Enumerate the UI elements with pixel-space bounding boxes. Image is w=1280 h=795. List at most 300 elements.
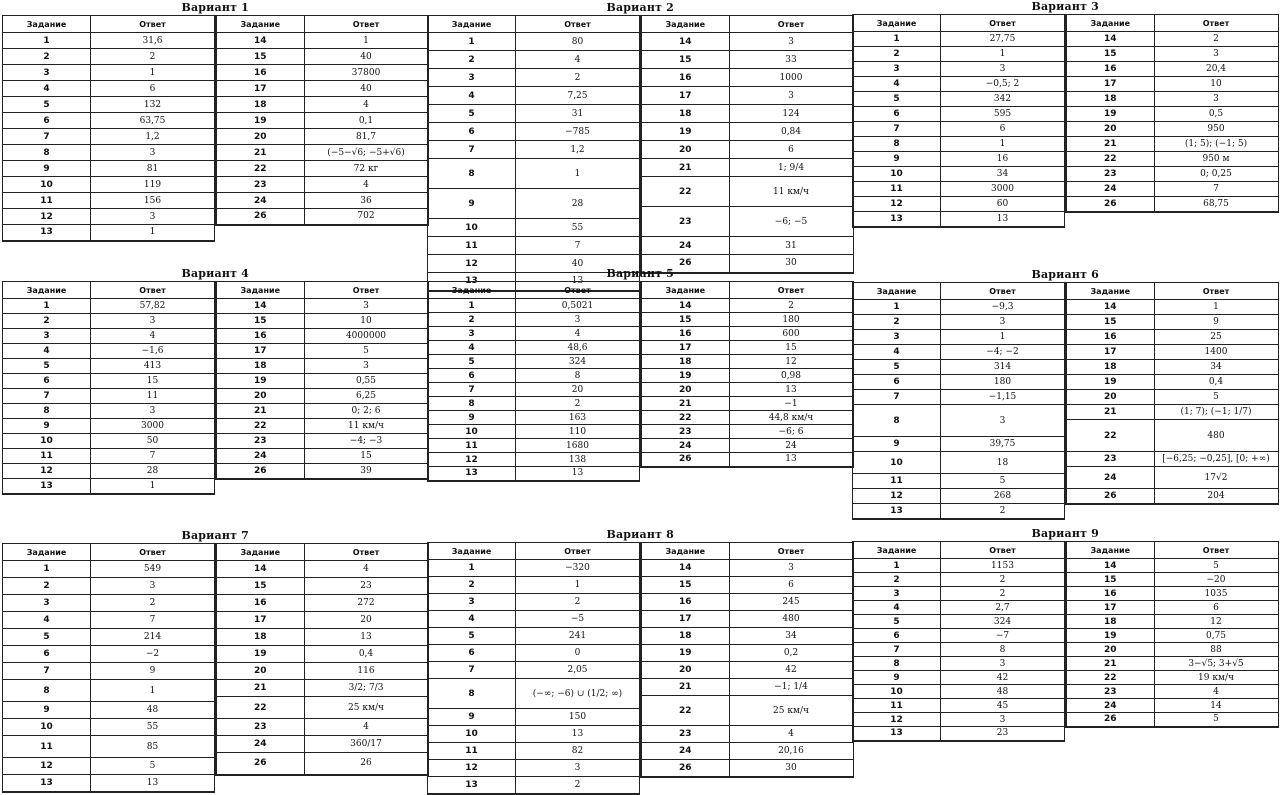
answer-value: 13 [304,629,428,646]
answer-value: 272 [304,595,428,612]
task-number: 20 [641,141,729,159]
answer-value: [−6,25; −0,25], [0; +∞) [1154,452,1278,467]
answer-value: 2 [91,595,215,612]
table-row [641,123,853,141]
task-number: 17 [216,612,304,629]
answer-value: 18 [941,452,1065,474]
table-row [1066,137,1278,152]
task-number: 6 [853,375,941,390]
answer-value: 3 [941,315,1065,330]
table-row [3,129,215,145]
task-number: 1 [853,300,941,315]
answer-value: 3 [941,62,1065,77]
answer-value: 0,84 [729,123,853,141]
header-answer: Ответ [516,16,640,33]
task-number: 4 [3,612,91,629]
task-number: 4 [853,77,941,92]
answer-table-right [1065,541,1279,728]
answer-value: 3 [91,404,215,419]
table-row [428,69,640,87]
task-number: 3 [853,587,941,601]
table-row [1066,643,1278,657]
task-number: 26 [216,753,304,775]
table-row [216,404,428,419]
answer-tables [427,15,854,292]
task-number: 10 [853,685,941,699]
table-row [853,77,1065,92]
task-number: 24 [1066,699,1154,713]
task-number: 14 [216,561,304,578]
answer-table-left [852,282,1065,520]
table-row [853,405,1065,437]
answer-value: 81,7 [304,129,428,145]
answer-value: (−5−√6; −5+√6) [304,145,428,161]
answer-value: 5 [941,474,1065,489]
answer-value: 0,98 [729,369,853,383]
table-row [641,611,853,628]
task-number: 19 [1066,107,1154,122]
answer-value: 180 [729,313,853,327]
task-number: 18 [1066,615,1154,629]
answer-value: 1400 [1154,345,1278,360]
answer-value: 13 [729,383,853,397]
task-number: 24 [1066,182,1154,197]
task-number: 2 [853,47,941,62]
table-row [428,355,640,369]
task-number: 13 [428,273,516,291]
table-row [641,141,853,159]
answer-value: 950 м [1154,152,1278,167]
table-row [428,577,640,594]
task-number: 1 [428,33,516,51]
table-row [216,374,428,389]
table-row [1066,330,1278,345]
table-header-row [1066,542,1278,559]
answer-value: 82 [516,743,640,760]
answer-value: −785 [516,123,640,141]
table-header-row [3,544,215,561]
header-answer: Ответ [91,16,215,33]
task-number: 21 [216,404,304,419]
task-number: 1 [3,33,91,49]
task-number: 21 [216,145,304,161]
variant-2 [427,1,854,292]
task-number: 9 [428,411,516,425]
table-row [3,225,215,241]
table-row [853,315,1065,330]
task-number: 4 [428,611,516,628]
task-number: 5 [3,359,91,374]
table-row [641,453,853,467]
variant-title: Вариант 1 [181,1,250,14]
task-number: 21 [1066,137,1154,152]
task-number: 12 [853,197,941,212]
table-row [216,629,428,646]
task-number: 12 [853,489,941,504]
task-number: 7 [428,383,516,397]
table-header-row [3,16,215,33]
answer-value: 63,75 [91,113,215,129]
answer-table-right [1065,14,1279,213]
task-number: 10 [3,434,91,449]
table-row [3,434,215,449]
task-number: 1 [3,299,91,314]
answer-value: 3 [91,314,215,329]
task-number: 21 [216,680,304,697]
task-number: 20 [216,389,304,404]
task-number: 10 [428,425,516,439]
answer-value: 55 [91,719,215,736]
header-task: Задание [216,282,304,299]
table-row [216,464,428,479]
table-row [216,419,428,434]
answer-value: 3/2; 7/3 [304,680,428,697]
variant-title: Вариант 4 [181,267,250,280]
answer-value: 4 [516,327,640,341]
answer-value: 1 [941,47,1065,62]
answer-value: 0,4 [304,646,428,663]
answer-value: 180 [941,375,1065,390]
table-row [853,437,1065,452]
answer-value: −2 [91,646,215,663]
table-row [3,578,215,595]
table-row [853,212,1065,227]
table-row [428,411,640,425]
table-row [428,662,640,679]
header-task: Задание [216,544,304,561]
task-number: 26 [216,209,304,225]
task-number: 3 [428,594,516,611]
answer-value: 2 [516,397,640,411]
header-task: Задание [1066,542,1154,559]
header-task: Задание [3,16,91,33]
answer-tables [2,281,429,495]
answer-value: 13 [516,273,640,291]
answer-value: 25 [1154,330,1278,345]
task-number: 9 [3,419,91,434]
answer-value: 15 [729,341,853,355]
table-row [216,145,428,161]
answer-value: 324 [941,615,1065,629]
task-number: 8 [853,405,941,437]
variant-title: Вариант 9 [1031,527,1100,540]
table-row [216,209,428,225]
table-row [216,697,428,719]
table-row [1066,405,1278,420]
table-row [428,219,640,237]
table-row [641,743,853,760]
answer-value: 3 [729,560,853,577]
answer-value: 4000000 [304,329,428,344]
task-number: 23 [641,207,729,237]
answer-value: 0,5 [1154,107,1278,122]
table-row [216,561,428,578]
answer-value: 34 [729,628,853,645]
answer-value: 2 [516,594,640,611]
task-number: 13 [853,212,941,227]
table-row [853,643,1065,657]
answer-table-right [640,281,854,468]
answer-value: 1 [516,159,640,189]
task-number: 26 [641,760,729,777]
answer-value: 0,2 [729,645,853,662]
table-row [216,113,428,129]
table-row [853,452,1065,474]
task-number: 1 [428,299,516,313]
task-number: 10 [3,177,91,193]
answer-value: 480 [1154,420,1278,452]
table-row [428,453,640,467]
table-row [3,404,215,419]
table-row [216,49,428,65]
answer-table-left [2,281,215,495]
task-number: 13 [853,727,941,741]
header-answer: Ответ [1154,542,1278,559]
answer-value: 17√2 [1154,467,1278,489]
answer-value: 245 [729,594,853,611]
task-number: 1 [428,560,516,577]
answer-value: 7 [91,449,215,464]
answer-value: 3 [304,299,428,314]
header-task: Задание [428,543,516,560]
answer-value: −5 [516,611,640,628]
task-number: 19 [641,645,729,662]
table-row [853,47,1065,62]
task-number: 16 [641,69,729,87]
table-row [1066,601,1278,615]
answer-value: 3 [91,209,215,225]
table-row [428,760,640,777]
answer-table-left [427,542,640,795]
answer-value: (−∞; −6) ∪ (1/2; ∞) [516,679,640,709]
table-header-row [641,543,853,560]
task-number: 16 [216,329,304,344]
answer-tables [2,543,429,793]
task-number: 23 [216,434,304,449]
table-row [3,612,215,629]
table-row [641,560,853,577]
table-row [3,419,215,434]
task-number: 18 [216,359,304,374]
table-row [216,65,428,81]
answer-value: 204 [1154,489,1278,504]
table-row [1066,77,1278,92]
task-number: 22 [1066,152,1154,167]
task-number: 21 [1066,657,1154,671]
task-number: 21 [641,397,729,411]
answer-value: 6,25 [304,389,428,404]
task-number: 17 [216,81,304,97]
table-row [216,663,428,680]
answer-value: 0,75 [1154,629,1278,643]
task-number: 19 [216,646,304,663]
variant-1 [2,1,429,242]
task-number: 8 [3,145,91,161]
task-number: 24 [641,237,729,255]
task-number: 26 [641,255,729,273]
variant-title: Вариант 8 [606,528,675,541]
answer-value: 6 [729,141,853,159]
table-row [428,159,640,189]
answer-value: 3 [91,578,215,595]
task-number: 24 [1066,467,1154,489]
answer-value: 4 [91,329,215,344]
table-row [1066,573,1278,587]
answer-value: 2 [516,69,640,87]
answer-value: 4 [304,177,428,193]
task-number: 7 [428,141,516,159]
table-row [853,504,1065,519]
table-row [428,743,640,760]
table-row [853,197,1065,212]
task-number: 3 [428,69,516,87]
task-number: 20 [1066,643,1154,657]
table-row [641,760,853,777]
table-row [428,299,640,313]
answer-value: 1 [304,33,428,49]
answer-value: 132 [91,97,215,113]
answer-value: 6 [941,122,1065,137]
answer-table-left [852,541,1065,742]
answer-value: (1; 5); (−1; 5) [1154,137,1278,152]
table-row [216,97,428,113]
answer-value: 0,5021 [516,299,640,313]
header-task: Задание [853,283,941,300]
answer-value: 25 км/ч [304,697,428,719]
task-number: 18 [641,105,729,123]
answer-value: 42 [729,662,853,679]
header-task: Задание [428,16,516,33]
table-row [1066,452,1278,467]
table-row [1066,559,1278,573]
table-row [428,383,640,397]
task-number: 19 [641,369,729,383]
answer-value: 1153 [941,559,1065,573]
answer-tables [852,14,1279,228]
task-number: 18 [641,355,729,369]
table-row [428,425,640,439]
task-number: 11 [853,474,941,489]
task-number: 11 [428,743,516,760]
answer-value: 3 [516,313,640,327]
table-row [3,680,215,702]
task-number: 12 [428,760,516,777]
table-row [853,685,1065,699]
answer-value: 20,4 [1154,62,1278,77]
table-row [1066,32,1278,47]
answer-value: 33 [729,51,853,69]
table-row [216,129,428,145]
answer-value: 68,75 [1154,197,1278,212]
answer-value: −9,3 [941,300,1065,315]
table-row [3,775,215,792]
answer-value: 60 [941,197,1065,212]
table-header-row [428,282,640,299]
answer-value: 1680 [516,439,640,453]
task-number: 16 [641,594,729,611]
table-row [853,671,1065,685]
table-row [428,777,640,794]
answer-value: 13 [729,453,853,467]
task-number: 9 [428,189,516,219]
table-row [216,434,428,449]
answer-value: 11 [91,389,215,404]
answer-value: 2 [91,49,215,65]
answer-value: 37800 [304,65,428,81]
table-row [216,33,428,49]
task-number: 18 [216,629,304,646]
table-row [853,62,1065,77]
table-row [428,141,640,159]
table-row [3,329,215,344]
answer-value: 4 [304,719,428,736]
table-row [641,369,853,383]
task-number: 2 [853,573,941,587]
task-number: 16 [1066,330,1154,345]
answer-value: 88 [1154,643,1278,657]
table-row [216,193,428,209]
table-row [853,489,1065,504]
task-number: 22 [216,161,304,177]
task-number: 9 [428,709,516,726]
answer-value: 5 [1154,559,1278,573]
table-row [3,646,215,663]
answer-value: 7 [516,237,640,255]
answer-value: 1,2 [516,141,640,159]
answer-value: 2,7 [941,601,1065,615]
variant-9 [852,527,1279,742]
table-row [1066,699,1278,713]
task-number: 24 [216,193,304,209]
table-row [1066,152,1278,167]
table-row [853,587,1065,601]
task-number: 10 [853,167,941,182]
answer-value: 702 [304,209,428,225]
answer-value: 5 [91,758,215,775]
table-row [428,709,640,726]
header-answer: Ответ [516,543,640,560]
table-row [216,736,428,753]
task-number: 17 [1066,77,1154,92]
table-header-row [428,16,640,33]
table-row [428,51,640,69]
task-number: 11 [3,736,91,758]
task-number: 5 [3,629,91,646]
answer-table-right [215,15,429,226]
task-number: 1 [853,559,941,573]
variant-title: Вариант 3 [1031,0,1100,13]
table-row [853,345,1065,360]
answer-value: 20 [516,383,640,397]
answer-value: 36 [304,193,428,209]
header-answer: Ответ [304,282,428,299]
table-row [3,33,215,49]
header-answer: Ответ [304,16,428,33]
answer-value: 31 [729,237,853,255]
answer-table-left [852,14,1065,228]
task-number: 13 [853,504,941,519]
table-row [641,33,853,51]
table-row [3,344,215,359]
answer-value: 360/17 [304,736,428,753]
task-number: 1 [3,561,91,578]
task-number: 19 [216,374,304,389]
answer-value: 3 [941,713,1065,727]
table-row [216,719,428,736]
table-row [641,327,853,341]
answer-value: 42 [941,671,1065,685]
header-task: Задание [853,542,941,559]
